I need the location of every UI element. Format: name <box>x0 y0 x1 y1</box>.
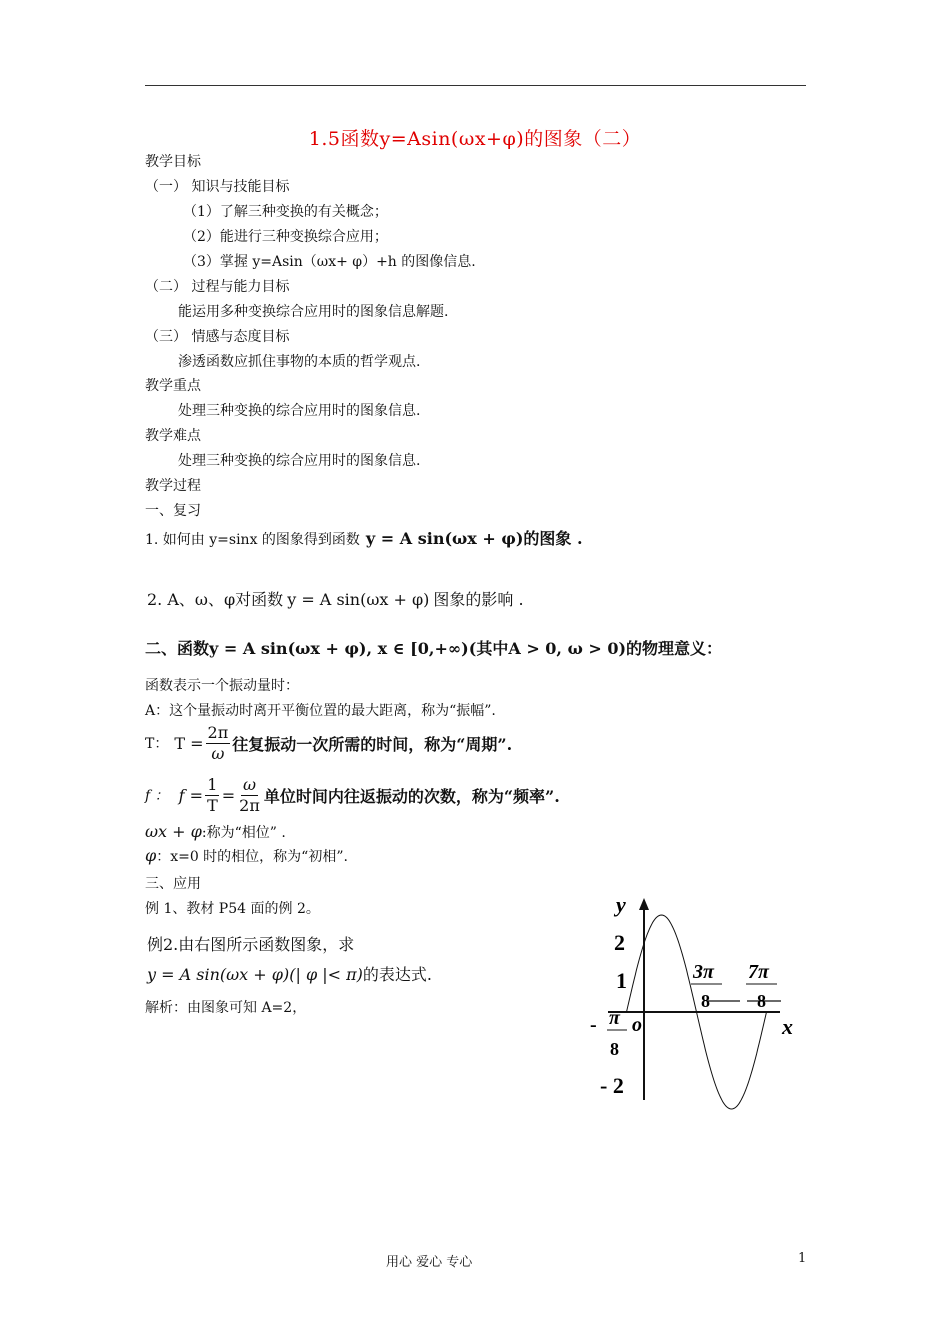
frequency-definition <box>145 775 560 816</box>
x-tick-left-numerator: π <box>609 1007 620 1029</box>
footer-motto: 用心 爱心 专心 <box>386 1255 473 1270</box>
x-tick-left-sign: - <box>590 1014 597 1036</box>
header-rule <box>145 85 806 86</box>
objectives-heading: 教学目标 <box>145 154 201 170</box>
objective-part-3-text: 渗透函数应抓住事物的本质的哲学观点. <box>178 354 421 370</box>
example-2-formula: y = A sin(ωx + φ)(| φ |< π) <box>147 965 363 984</box>
period-label: T： <box>145 735 169 752</box>
origin-label: o <box>632 1014 642 1036</box>
period-text: 往复振动一次所需的时间，称为“周期”. <box>232 735 513 754</box>
example-2-line-2 <box>147 962 432 985</box>
y-axis-arrow-icon <box>639 898 649 910</box>
physics-heading <box>145 636 722 659</box>
objective-part-2-text: 能运用多种变换综合应用时的图象信息解题. <box>178 304 449 320</box>
frequency-equals: = <box>221 786 236 805</box>
initial-phase-definition <box>145 846 348 866</box>
initial-phase-text: ：x=0 时的相位，称为“初相”. <box>156 849 348 865</box>
physics-heading-middle: (其中 <box>468 639 509 658</box>
period-numerator: 2π <box>207 723 229 742</box>
frequency-numerator-2: ω <box>242 775 257 794</box>
frequency-fraction-1 <box>205 775 220 816</box>
phase-text: :称为“相位” . <box>201 825 286 841</box>
phase-formula: ωx + φ <box>145 822 202 841</box>
q1-formula: y = A sin(ωx + φ) <box>365 529 524 548</box>
physics-heading-suffix: )的物理意义： <box>618 639 723 658</box>
objective-item-3: （3）掌握 y=Asin（ωx+ φ）+h 的图像信息. <box>183 254 476 270</box>
y-axis-label: y <box>616 892 626 917</box>
frequency-denominator-2: 2π <box>239 796 260 815</box>
frequency-numerator-1: 1 <box>207 775 218 794</box>
difficult-points-text: 处理三种变换的综合应用时的图象信息. <box>178 453 421 469</box>
objective-item-2: （2）能进行三种变换综合应用； <box>183 229 388 245</box>
frequency-fraction-2 <box>237 775 262 816</box>
x-tick-right-numerator: 7π <box>748 961 769 983</box>
page-number: 1 <box>798 1251 807 1266</box>
q2-suffix: 图象的影响 . <box>433 590 524 609</box>
period-lhs: T = <box>174 734 204 753</box>
difficult-points-heading: 教学难点 <box>145 428 201 444</box>
physics-heading-prefix: 二、函数 <box>145 639 210 658</box>
q2-middle: 对函数 <box>235 590 284 609</box>
example-2-suffix: 的表达式. <box>362 965 432 984</box>
process-heading: 教学过程 <box>145 478 201 494</box>
frequency-denominator-1: T <box>207 796 218 815</box>
x-tick-mid-numerator: 3π <box>693 961 714 983</box>
example-2-line-1: 例2.由右图所示函数图象，求 <box>147 935 355 954</box>
sine-graph <box>580 880 810 1120</box>
physics-heading-formula: y = A sin(ωx + φ), x ∈ [0,+∞) <box>209 639 469 658</box>
frequency-label: f ： <box>145 787 169 804</box>
application-heading: 三、应用 <box>145 876 201 892</box>
x-tick-right-denominator: 8 <box>757 991 766 1011</box>
example-1: 例 1、教材 P54 面的例 2。 <box>145 901 320 917</box>
q1-prefix: 1. 如何由 y=sinx 的图象得到函数 <box>145 532 360 548</box>
amplitude-definition: A：这个量振动时离开平衡位置的最大距离，称为“振幅”. <box>145 703 496 719</box>
solution-text: 解析：由图象可知 A=2， <box>145 1000 307 1016</box>
review-question-2 <box>147 587 524 610</box>
x-tick-left-denominator: 8 <box>610 1039 619 1059</box>
y-tick-neg2: - 2 <box>600 1073 624 1098</box>
q2-formula: y = A sin(ωx + φ) <box>287 590 430 609</box>
y-tick-2: 2 <box>614 930 625 955</box>
q1-suffix: 的图象 . <box>523 529 583 548</box>
objective-item-1: （1）了解三种变换的有关概念； <box>183 204 388 220</box>
period-denominator: ω <box>211 744 225 763</box>
review-heading: 一、复习 <box>145 503 201 519</box>
x-tick-mid-denominator: 8 <box>701 991 710 1011</box>
period-fraction <box>206 723 231 764</box>
frequency-lhs: f = <box>178 786 204 805</box>
objective-part-1: （一） 知识与技能目标 <box>145 179 290 195</box>
physics-intro: 函数表示一个振动量时： <box>145 678 299 694</box>
initial-phase-formula: φ <box>145 846 157 865</box>
objective-part-2: （二） 过程与能力目标 <box>145 279 290 295</box>
frequency-text: 单位时间内往返振动的次数，称为“频率”. <box>263 787 560 806</box>
x-axis-label: x <box>782 1014 793 1039</box>
physics-heading-condition: A > 0, ω > 0 <box>508 639 619 658</box>
review-question-1 <box>145 526 583 549</box>
y-tick-1: 1 <box>616 968 627 993</box>
key-points-heading: 教学重点 <box>145 378 201 394</box>
period-definition <box>145 723 512 764</box>
objective-part-3: （三） 情感与态度目标 <box>145 329 290 345</box>
key-points-text: 处理三种变换的综合应用时的图象信息. <box>178 403 421 419</box>
page-title: 1.5函数y=Asin(ωx+φ)的图象（二） <box>308 128 642 150</box>
phase-definition <box>145 822 286 842</box>
q2-prefix: 2. A、ω、φ <box>147 590 236 609</box>
